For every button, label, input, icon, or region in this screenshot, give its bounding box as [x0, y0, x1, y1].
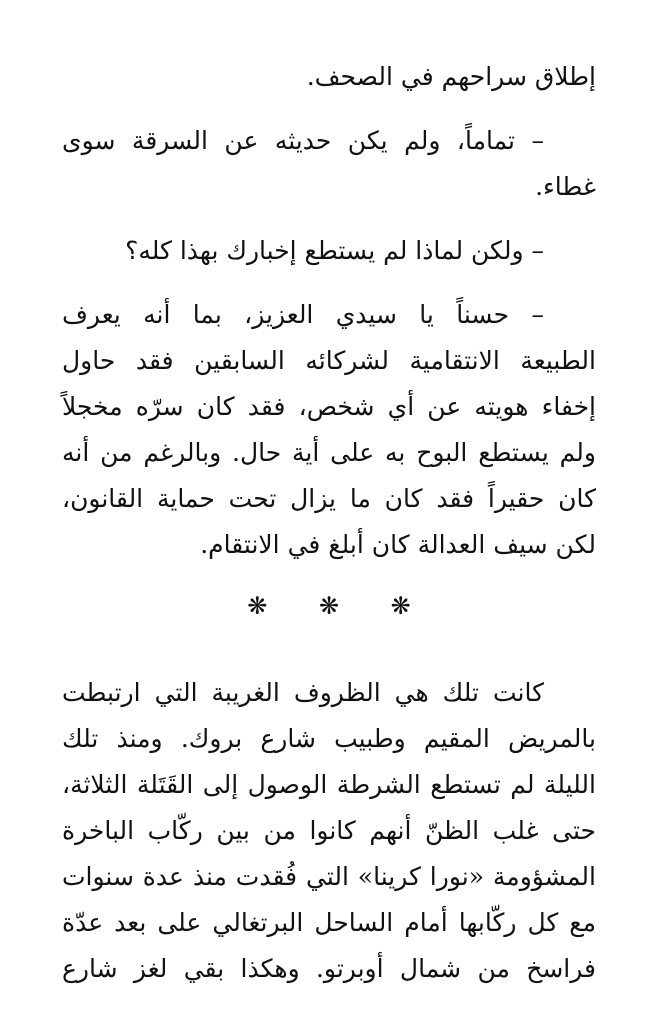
paragraph-release — [62, 54, 596, 100]
text-line: إخفاء هويته عن أي شخص، فقد كان سرّه مخجلاً — [62, 392, 596, 421]
text-line: فراسخ من شمال أوبرتو. وهكذا بقي لغز شارع — [62, 954, 596, 983]
text-line: حتى غلب الظنّ أنهم كانوا من بين ركّاب الباخرة — [62, 816, 596, 845]
text-line: ولم يستطع البوح به على أية حال. وبالرغم من أنه — [62, 438, 596, 467]
text-line: – تماماً، ولم يكن حديثه عن السرقة سوى — [62, 126, 544, 155]
text-line: بالمريض المقيم وطبيب شارع بروك. ومنذ تلك — [62, 724, 596, 753]
paragraph-theft-cover — [62, 118, 596, 210]
text-line: المشؤومة «نورا كرينا» التي فُقدت منذ عدة سنوات — [62, 862, 596, 891]
text-line: لكن سيف العدالة كان أبلغ في الانتقام. — [200, 530, 596, 559]
text-line: إطلاق سراحهم في الصحف. — [306, 62, 596, 91]
section-separator: ❋ ❋ ❋ — [247, 592, 433, 620]
paragraph-explanation — [62, 292, 596, 568]
text-line: كانت تلك هي الظروف الغريبة التي ارتبطت — [62, 678, 544, 707]
text-line: غطاء. — [535, 172, 596, 201]
text-line: – ولكن لماذا لم يستطع إخبارك بهذا كله؟ — [125, 236, 544, 265]
text-line: كان حقيراً فقد كان ما يزال تحت حماية القانون، — [62, 484, 596, 513]
text-line: الطبيعة الانتقامية لشركائه السابقين فقد حاول — [62, 346, 596, 375]
paragraph-question — [62, 228, 596, 274]
book-page — [62, 54, 596, 1010]
text-line: مع كل ركّابها أمام الساحل البرتغالي على بعد عدّة — [62, 908, 596, 937]
text-line: – حسناً يا سيدي العزيز، بما أنه يعرف — [62, 300, 544, 329]
paragraph-closing — [62, 670, 596, 992]
text-line: الليلة لم تستطع الشرطة الوصول إلى القَتَلة الثلاثة، — [62, 770, 596, 799]
